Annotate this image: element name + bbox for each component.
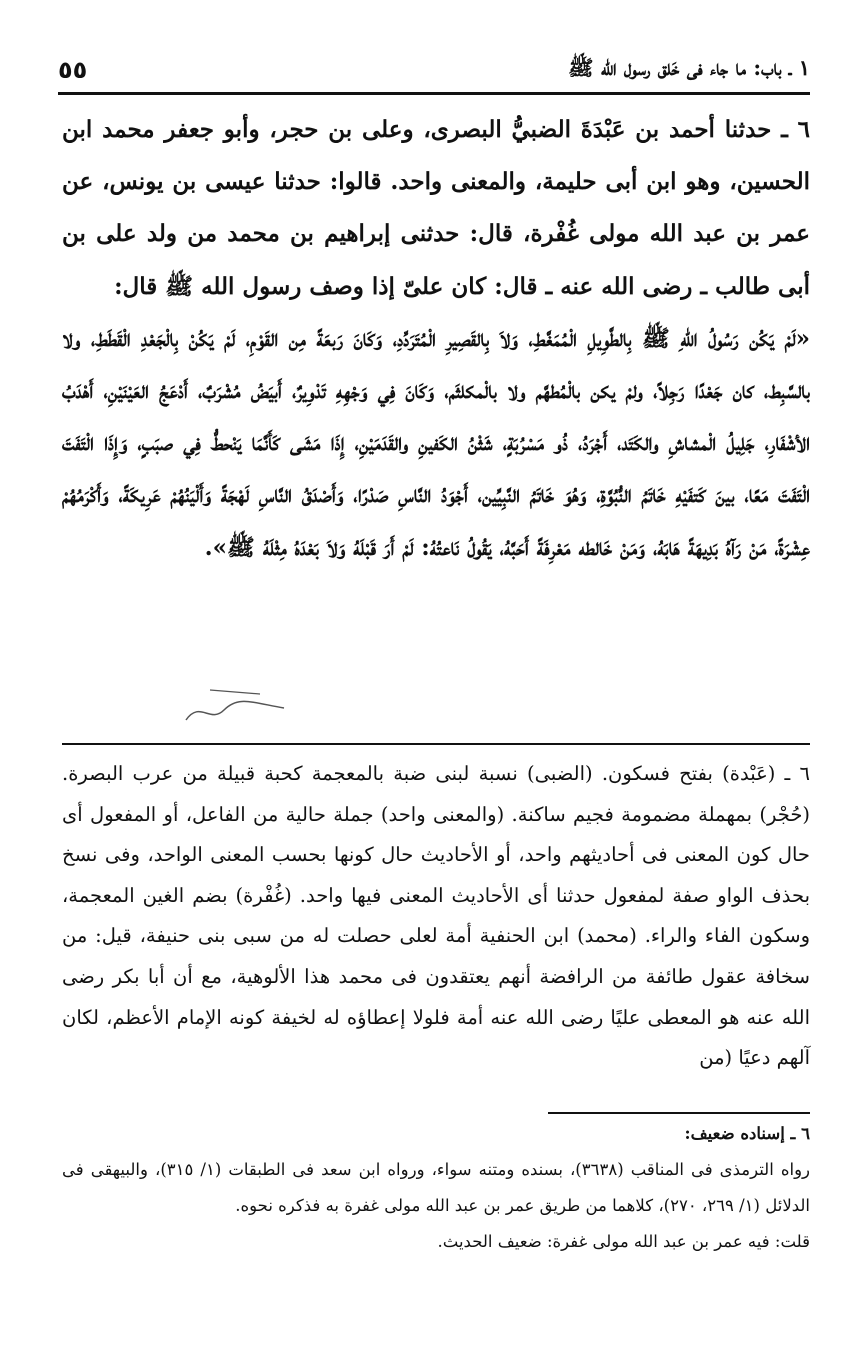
- page-number: ٥٥: [58, 56, 88, 84]
- page-header: [58, 50, 810, 90]
- hadith-text: «لَمْ يَكُن رَسُولُ اللهِ ﷺ بِالطَّوِيلِ الْمُمَغَّطِ، وَلاَ بِالقَصِيرِ الْمُتَرَدِّدِ، وَكَانَ رَبعَةً مِن القَوْمِ، لَمْ يَكُنْ بِالْجَعْدِ الْقَطَطِ، ولا بالسَّبِط، كان جَعْدًا رَجِلاً، ولمْ يكن بالْمُطهَّم ولا بالْمكلثَم، وَكَانَ فِي وَجْهِهِ تَدْوِيرٌ، أَبيَضُ مُشْرَبٌ، أَدْعَجُ العَيْنَيْنِ، أَهْدَبُ الأشْفَارِ، جَلِيلُ الْمشاشِ والكَتَد، أَجْرَدُ، ذُو مَسْرُبَةٍ، شَثْنُ الكَفينِ والقَدَمَيْنِ، إِذَا مَشَى كَأَنَّمَا يَنْحطُّ فِي صبَبٍ، وَإِذَا الْتَفَتَ الْتَفَتَ مَعًا، بينَ كَتفَيْهِ خَاتَمُ النُّبُوَّةِ، وَهُوَ خَاتَمُ النَّبِيِّين، أَجْوَدُ النَّاسِ صَدْرًا، وَأَصْدَقُ النَّاسِ لَهْجَةً وَأَلْيَنُهُمْ عَرِيكَةً، وَأَكْرَمُهُمْ عِشْرَةً، مَنْ رَآهُ بَدِيهَةً هَابَهُ، وَمَنْ خَالطه مَعْرِفَةً أَحَبَّهُ، يَقُولُ نَاعتُهُ: لَمْ أَرَ قَبْلَهُ وَلاَ بَعْدَهُ مِثْلَهُ ﷺ».: [62, 324, 810, 561]
- header-divider: [58, 92, 810, 95]
- commentary-section: [62, 754, 810, 1079]
- footnote-divider: [548, 1112, 810, 1114]
- footnote-line: رواه الترمذى فى المناقب (٣٦٣٨)، بسنده ومتنه سواء، ورواه ابن سعد فى الطبقات (١/ ٣١٥)، والبيهقى فى الدلائل (١/ ٢٦٩، ٢٧٠)، كلاهما من طريق عمر بن عبد الله مولى غفرة به فذكره نحوه.: [62, 1160, 811, 1215]
- section-divider: [62, 743, 810, 745]
- footnote-line: قلت: فيه عمر بن عبد الله مولى غفرة: ضعيف الحديث.: [437, 1232, 810, 1251]
- hadith-section: [62, 104, 810, 574]
- footnotes-section: [62, 1116, 810, 1260]
- handwritten-annotation: [180, 680, 290, 730]
- hadith-chain: ٦ ـ حدثنا أحمد بن عَبْدَةَ الضبيُّ البصرى، وعلى بن حجر، وأبو جعفر محمد ابن الحسين، وهو ابن أبى حليمة، والمعنى واحد. قالوا: حدثنا عيسى بن يونس، عن عمر بن عبد الله مولى غُفْرة، قال: حدثنى إبراهيم بن محمد من ولد على بن أبى طالب ـ رضى الله عنه ـ قال: كان علىّ إذا وصف رسول الله ﷺ قال:: [62, 116, 810, 300]
- commentary-text: ٦ ـ (عَبْدة) بفتح فسكون. (الضبى) نسبة لبنى ضبة بالمعجمة كحبة قبيلة من عرب البصرة. (حُجْر) بمهملة مضمومة فجيم ساكنة. (والمعنى واحد) جملة حالية من الفاعل، أو المفعول أى حال كون المعنى فى أحاديثهم واحد، أو الأحاديث حال كونها بحسب المعنى الواحد، وفى نسخ بحذف الواو صفة لمفعول حدثنا أى الأحاديث المعنى فيها واحد. (غُفْرة) بضم الغين المعجمة، وسكون الفاء والراء. (محمد) ابن الحنفية أمة لعلى حصلت له من سبى بنى حنيفة، قيل: من سخافة عقول طائفة من الرافضة أنهم يعتقدون فى محمد هذا الألوهية، مع أن أبا بكر رضى الله عنه هو المعطى عليًا رضى الله عنه أمة فلولا إعطاؤه له لخيفة كونه الإمام الأعظم، لكان آلهم دعيًا (من: [62, 762, 810, 1070]
- footnote-heading: ٦ ـ إسناده ضعيف:: [684, 1124, 810, 1143]
- chapter-title: ١ ـ باب: ما جاء فى خَلق رسول الله ﷺ: [568, 54, 810, 80]
